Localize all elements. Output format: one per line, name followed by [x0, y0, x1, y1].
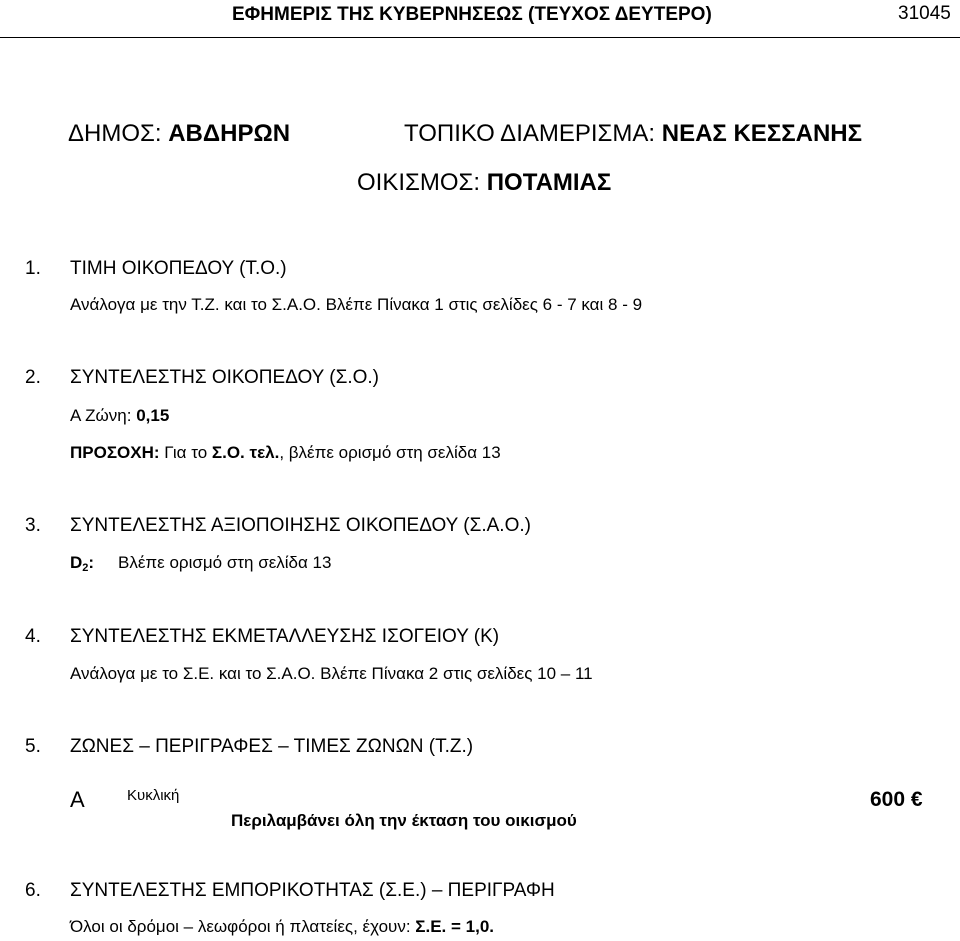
- section-6-text-line: [70, 917, 494, 937]
- gazette-title: ΕΦΗΜΕΡΙΣ ΤΗΣ ΚΥΒΕΡΝΗΣΕΩΣ (ΤΕΥΧΟΣ ΔΕΥΤΕΡΟ): [232, 4, 712, 25]
- oikismos-label: ΟΙΚΙΣΜΟΣ:: [357, 169, 487, 196]
- section-6-number: 6.: [25, 880, 41, 901]
- attention-line: [70, 443, 501, 463]
- dimos-line: [68, 120, 290, 148]
- zone-label: Α Ζώνη:: [70, 406, 137, 425]
- commerciality-value: Σ.Ε. = 1,0.: [415, 917, 495, 936]
- d2-text: Βλέπε ορισμό στη σελίδα 13: [118, 553, 332, 572]
- zone-price: 600 €: [870, 788, 923, 811]
- d2-line: [70, 553, 94, 574]
- topiko-label: ΤΟΠΙΚΟ ΔΙΑΜΕΡΙΣΜΑ:: [404, 120, 662, 147]
- section-6-text: Όλοι οι δρόμοι – λεωφόροι ή πλατείες, έχουν:: [70, 917, 416, 936]
- dimos-label: ΔΗΜΟΣ:: [68, 120, 169, 147]
- section-4-title: ΣΥΝΤΕΛΕΣΤΗΣ ΕΚΜΕΤΑΛΛΕΥΣΗΣ ΙΣΟΓΕΙΟΥ (Κ): [70, 626, 500, 647]
- dimos-value: ΑΒΔΗΡΩΝ: [168, 120, 291, 147]
- zone-coefficient-line: [70, 406, 169, 426]
- section-6-title: ΣΥΝΤΕΛΕΣΤΗΣ ΕΜΠΟΡΙΚΟΤΗΤΑΣ (Σ.Ε.) – ΠΕΡΙΓΡΑΦΗ: [70, 880, 555, 901]
- section-3-title: ΣΥΝΤΕΛΕΣΤΗΣ ΑΞΙΟΠΟΙΗΣΗΣ ΟΙΚΟΠΕΔΟΥ (Σ.Α.Ο.): [70, 515, 531, 536]
- attention-label: ΠΡΟΣΟΧΗ:: [70, 443, 165, 462]
- header-rule: [0, 37, 960, 38]
- attention-bold: Σ.Ο. τελ.: [211, 443, 280, 462]
- oikismos-line: [357, 169, 611, 197]
- d-colon: :: [88, 553, 95, 572]
- section-3-number: 3.: [25, 515, 41, 536]
- topiko-line: [404, 120, 862, 148]
- d-subscript: 2: [82, 562, 89, 574]
- zone-description: Περιλαμβάνει όλη την έκταση του οικισμού: [231, 811, 577, 830]
- section-5-number: 5.: [25, 736, 41, 757]
- attention-text-b: , βλέπε ορισμό στη σελίδα 13: [279, 443, 501, 462]
- section-1-number: 1.: [25, 258, 41, 279]
- oikismos-value: ΠΟΤΑΜΙΑΣ: [486, 169, 612, 196]
- attention-text-a: Για το: [164, 443, 212, 462]
- zone-type: Κυκλική: [127, 787, 180, 804]
- page-number: 31045: [898, 3, 951, 24]
- section-1-title: ΤΙΜΗ ΟΙΚΟΠΕΔΟΥ (Τ.Ο.): [70, 258, 287, 279]
- topiko-value: ΝΕΑΣ ΚΕΣΣΑΝΗΣ: [661, 120, 863, 147]
- section-2-title: ΣΥΝΤΕΛΕΣΤΗΣ ΟΙΚΟΠΕΔΟΥ (Σ.Ο.): [70, 367, 380, 388]
- zone-value: 0,15: [136, 406, 170, 425]
- zone-letter: Α: [70, 787, 85, 812]
- section-1-text: Ανάλογα με την Τ.Ζ. και το Σ.Α.Ο. Βλέπε Πίνακα 1 στις σελίδες 6 - 7 και 8 - 9: [70, 295, 643, 314]
- section-5-title: ΖΩΝΕΣ – ΠΕΡΙΓΡΑΦΕΣ – ΤΙΜΕΣ ΖΩΝΩΝ (Τ.Ζ.): [70, 736, 474, 757]
- section-2-number: 2.: [25, 367, 41, 388]
- section-4-text: Ανάλογα με το Σ.Ε. και το Σ.Α.Ο. Βλέπε Πίνακα 2 στις σελίδες 10 – 11: [70, 664, 593, 683]
- section-4-number: 4.: [25, 626, 41, 647]
- d-label: D: [70, 553, 83, 572]
